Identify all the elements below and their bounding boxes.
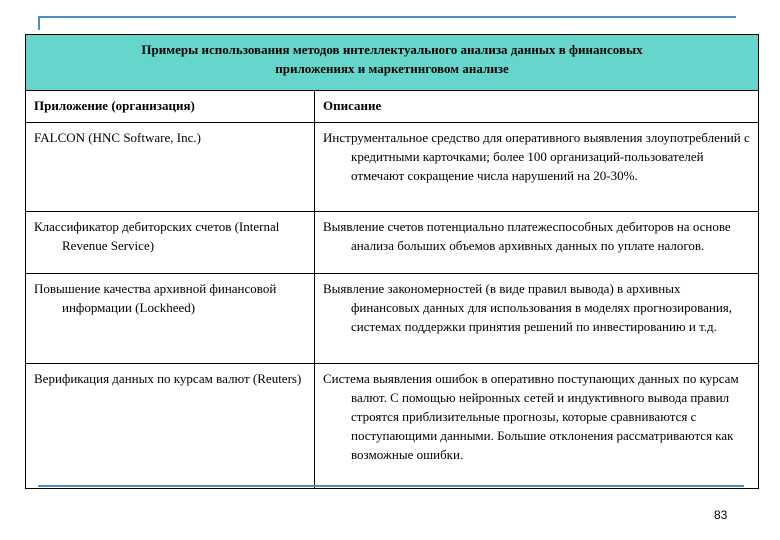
desc-text: Выявление закономерностей (в виде правил вывода) в архивных финансовых данных для использования в моделях прогнозирования, системах поддержки принятия решений по инвестированию и т.д. <box>323 281 732 334</box>
table-row <box>26 123 759 212</box>
app-cell <box>26 274 315 364</box>
top-rule-corner <box>38 16 40 30</box>
column-header-row <box>26 91 759 123</box>
table-title-row <box>26 35 759 91</box>
app-cell <box>26 364 315 489</box>
table-row <box>26 364 759 489</box>
bottom-decorative-rule <box>38 485 744 487</box>
examples-table <box>25 34 759 489</box>
desc-text: Инструментальное средство для оперативного выявления злоупотреблений с кредитными карточками; более 100 организаций-пользователей отмечают сокращение числа нарушений на 20-30%. <box>323 130 750 183</box>
app-text: FALCON (HNC Software, Inc.) <box>34 130 201 145</box>
table-title-line-1: Примеры использования методов интеллектуального анализа данных в финансовых <box>141 42 643 57</box>
desc-text: Выявление счетов потенциально платежеспособных дебиторов на основе анализа больших объемов архивных данных по уплате налогов. <box>323 219 731 253</box>
app-text: Верификация данных по курсам валют (Reuters) <box>34 371 302 386</box>
table-row <box>26 212 759 274</box>
app-cell <box>26 123 315 212</box>
app-text: Повышение качества архивной финансовой информации (Lockheed) <box>34 281 277 315</box>
app-text: Классификатор дебиторских счетов (Internal Revenue Service) <box>34 219 280 253</box>
column-header-app: Приложение (организация) <box>26 91 315 123</box>
desc-cell <box>315 212 759 274</box>
app-cell <box>26 212 315 274</box>
column-header-desc: Описание <box>315 91 759 123</box>
table-title-line-2: приложениях и маркетинговом анализе <box>275 61 509 76</box>
table-row <box>26 274 759 364</box>
desc-cell <box>315 274 759 364</box>
desc-cell <box>315 123 759 212</box>
desc-cell <box>315 364 759 489</box>
page-number: 83 <box>714 508 728 522</box>
top-decorative-rule <box>38 16 736 18</box>
table-title <box>26 35 759 91</box>
desc-text: Система выявления ошибок в оперативно поступающих данных по курсам валют. С помощью нейронных сетей и индуктивного вывода правил строятся приблизительные прогнозы, которые сравниваются с поступающими данными. Большие отклонения рассматриваются как возможные ошибки. <box>323 371 739 462</box>
